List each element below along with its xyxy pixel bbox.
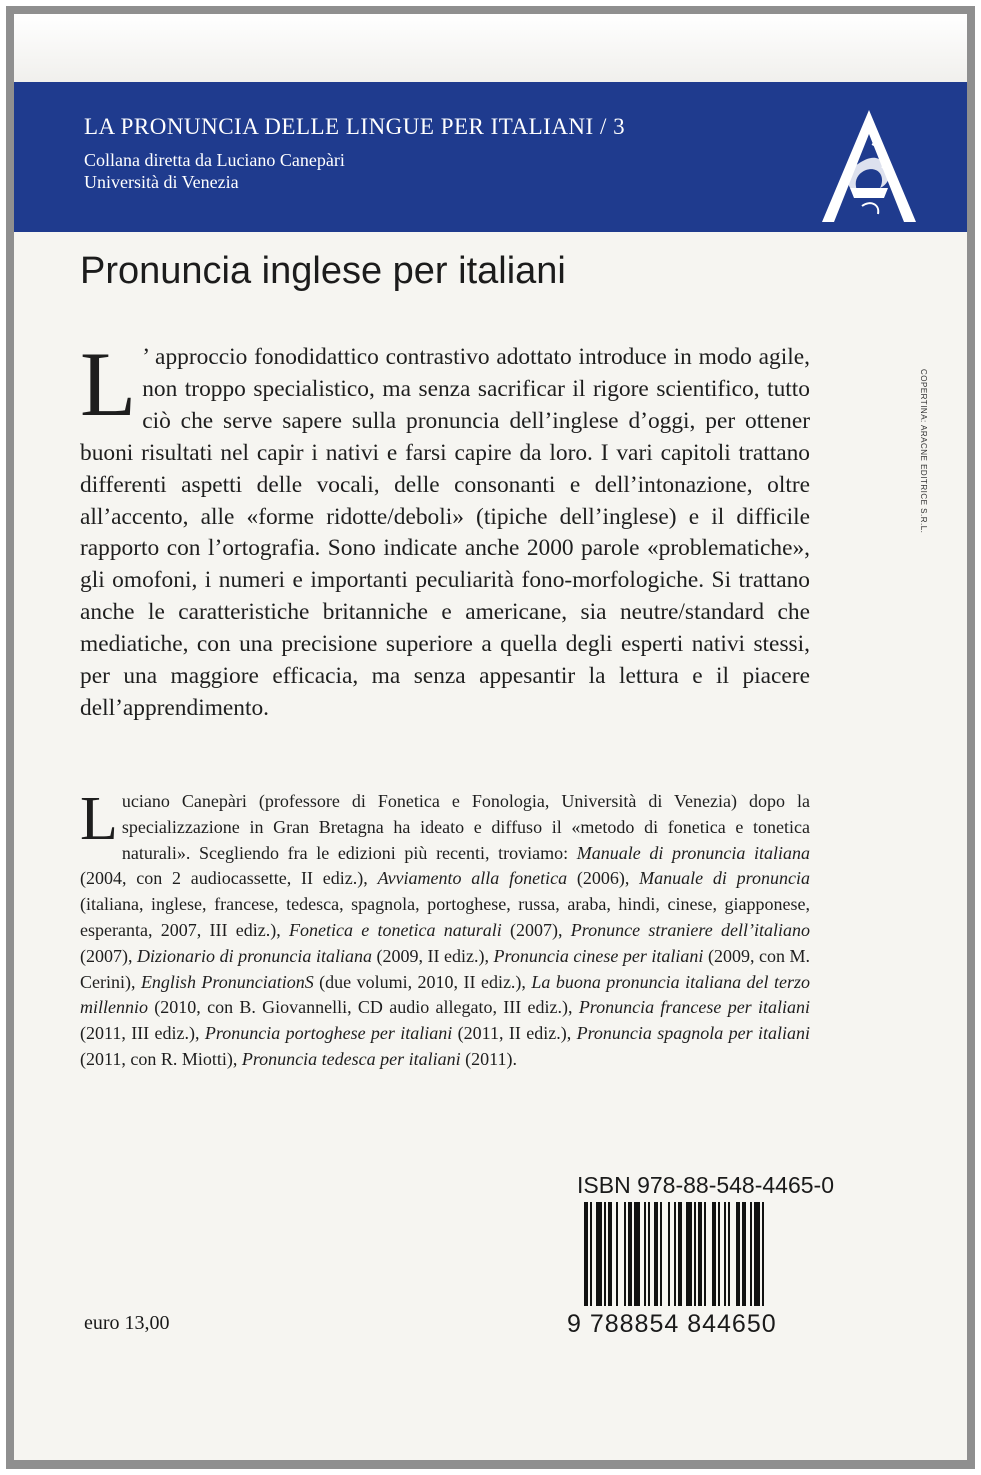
work-note: (due volumi, 2010, II ediz.), bbox=[313, 971, 532, 992]
price: euro 13,00 bbox=[84, 1312, 170, 1334]
barcode-bar bbox=[660, 1202, 662, 1306]
works-list bbox=[80, 843, 810, 1069]
work-title: Avviamento alla fonetica bbox=[377, 868, 568, 889]
barcode-bar bbox=[678, 1202, 682, 1306]
barcode-bar bbox=[686, 1202, 692, 1306]
barcode-bar bbox=[754, 1202, 760, 1306]
drop-cap: L bbox=[80, 333, 137, 435]
series-title: LA PRONUNCIA DELLE LINGUE PER ITALIANI / 3 bbox=[84, 114, 626, 139]
work-title: Dizionario di pronuncia italiana bbox=[137, 945, 372, 966]
author-bio bbox=[80, 785, 811, 1073]
work-title: Manuale di pronuncia bbox=[639, 868, 810, 889]
barcode-bar bbox=[648, 1202, 650, 1306]
work-title: Pronuncia tedesca per italiani bbox=[241, 1048, 461, 1069]
barcode-bar bbox=[742, 1202, 746, 1306]
barcode-bar bbox=[654, 1202, 658, 1306]
barcode-bar bbox=[668, 1202, 670, 1306]
barcode-bar bbox=[694, 1202, 696, 1306]
blurb-paragraph bbox=[80, 333, 810, 725]
barcode-bar bbox=[628, 1202, 632, 1306]
blurb-text: ’ approccio fonodidattico contrastivo adottato introduce in modo agile, non troppo specialistico, ma senza sacrificar il rigore scientifico, tutto ciò che serve sapere sulla pronuncia dell’inglese d’oggi, per ottener buoni risultati nel capir i nativi e farsi capire da loro. I vari capitoli trattano differenti aspetti delle vocali, delle consonanti e dell’intonazione, oltre all’accento, alle «forme ridotte/deboli» (tipiche dell’inglese) e il difficile rapporto con l’ortografia. Sono indicate anche 2000 parole «problematiche», gli omofoni, i numeri e importanti peculiarità fono-morfologiche. Si trattano anche le caratteristiche britanniche e americane, sia neutre/standard che mediatiche, con una precisione superiore a quella degli esperti nativi stessi, per una maggiore efficacia, ma senza appesantir la lettura e il piacere dell’apprendimento. bbox=[80, 344, 810, 721]
bio-intro: uciano Canepàri (professore di Fonetica e Fonologia, Università di Venezia) dopo la specializzazione in Gran Bretagna ha ideato e diffuso il «metodo di fonetica e tonetica naturali». Scegliendo fra le edizioni più recenti, troviamo: bbox=[121, 791, 810, 863]
work-note: (2004, con 2 audiocassette, II ediz.), bbox=[80, 868, 378, 889]
work-title: La buona pronuncia italiana del terzo millennio bbox=[80, 971, 810, 1018]
work-title: English PronunciationS bbox=[140, 971, 314, 992]
barcode-bar bbox=[634, 1202, 640, 1306]
barcode-digits: 9 788854 844650 bbox=[567, 1310, 777, 1338]
barcode-bar bbox=[728, 1202, 730, 1306]
work-note: (2009, II ediz.), bbox=[371, 945, 494, 966]
work-title: Pronuncia cinese per italiani bbox=[493, 945, 704, 966]
barcode-bar bbox=[616, 1202, 618, 1306]
barcode bbox=[584, 1202, 810, 1320]
barcode-bar bbox=[704, 1202, 706, 1306]
work-title: Pronuncia portoghese per italiani bbox=[204, 1023, 453, 1044]
series-band bbox=[14, 82, 967, 232]
work-note: (2011, III ediz.), bbox=[80, 1023, 205, 1044]
book-back-cover bbox=[14, 14, 967, 1460]
barcode-bar bbox=[724, 1202, 726, 1306]
aracne-logo-icon bbox=[814, 104, 924, 224]
work-note: (2006), bbox=[567, 868, 640, 889]
barcode-bar bbox=[750, 1202, 752, 1306]
barcode-bar bbox=[712, 1202, 716, 1306]
barcode-bar bbox=[608, 1202, 612, 1306]
work-note: (2009, con M. Cerini), bbox=[80, 945, 811, 992]
book-title: Pronuncia inglese per italiani bbox=[80, 250, 566, 292]
series-university: Università di Venezia bbox=[84, 172, 239, 192]
cover-top-edge bbox=[14, 14, 967, 84]
work-note: (2010, con B. Giovannelli, CD audio allegato, III ediz.), bbox=[148, 997, 579, 1018]
work-title: Pronuncia francese per italiani bbox=[578, 997, 810, 1018]
work-title: Pronunce straniere dell’italiano bbox=[570, 919, 810, 940]
barcode-bar bbox=[698, 1202, 702, 1306]
series-editor: Collana diretta da Luciano Canepàri bbox=[84, 150, 345, 170]
work-note: (2011, con R. Miotti), bbox=[80, 1048, 242, 1069]
work-title: Fonetica e tonetica naturali bbox=[289, 919, 502, 940]
work-note: (2011, II ediz.), bbox=[452, 1023, 577, 1044]
work-note: (2011). bbox=[460, 1048, 517, 1069]
work-note: (2007), bbox=[80, 945, 138, 966]
work-note: (italiana, inglese, francese, tedesca, spagnola, portoghese, russa, araba, hindi, cinese, giapponese, esperanta, 2007, III ediz.), bbox=[80, 894, 810, 940]
work-note: (2007), bbox=[501, 919, 571, 940]
barcode-bar bbox=[584, 1202, 588, 1306]
isbn-label: ISBN 978-88-548-4465-0 bbox=[577, 1172, 834, 1198]
spine-credit: COPERTINA: ARACNE EDITRICE S.R.L. bbox=[919, 369, 928, 534]
work-title: Pronuncia spagnola per italiani bbox=[576, 1023, 811, 1044]
barcode-bar bbox=[736, 1202, 740, 1306]
barcode-bar bbox=[596, 1202, 602, 1306]
barcode-bar bbox=[590, 1202, 592, 1306]
barcode-bar bbox=[762, 1202, 764, 1306]
barcode-bar bbox=[624, 1202, 626, 1306]
barcode-bar bbox=[644, 1202, 646, 1306]
work-title: Manuale di pronuncia italiana bbox=[576, 842, 810, 863]
barcode-bar bbox=[604, 1202, 606, 1306]
drop-cap: L bbox=[80, 785, 118, 853]
barcode-bar bbox=[674, 1202, 676, 1306]
barcode-bar bbox=[718, 1202, 720, 1306]
